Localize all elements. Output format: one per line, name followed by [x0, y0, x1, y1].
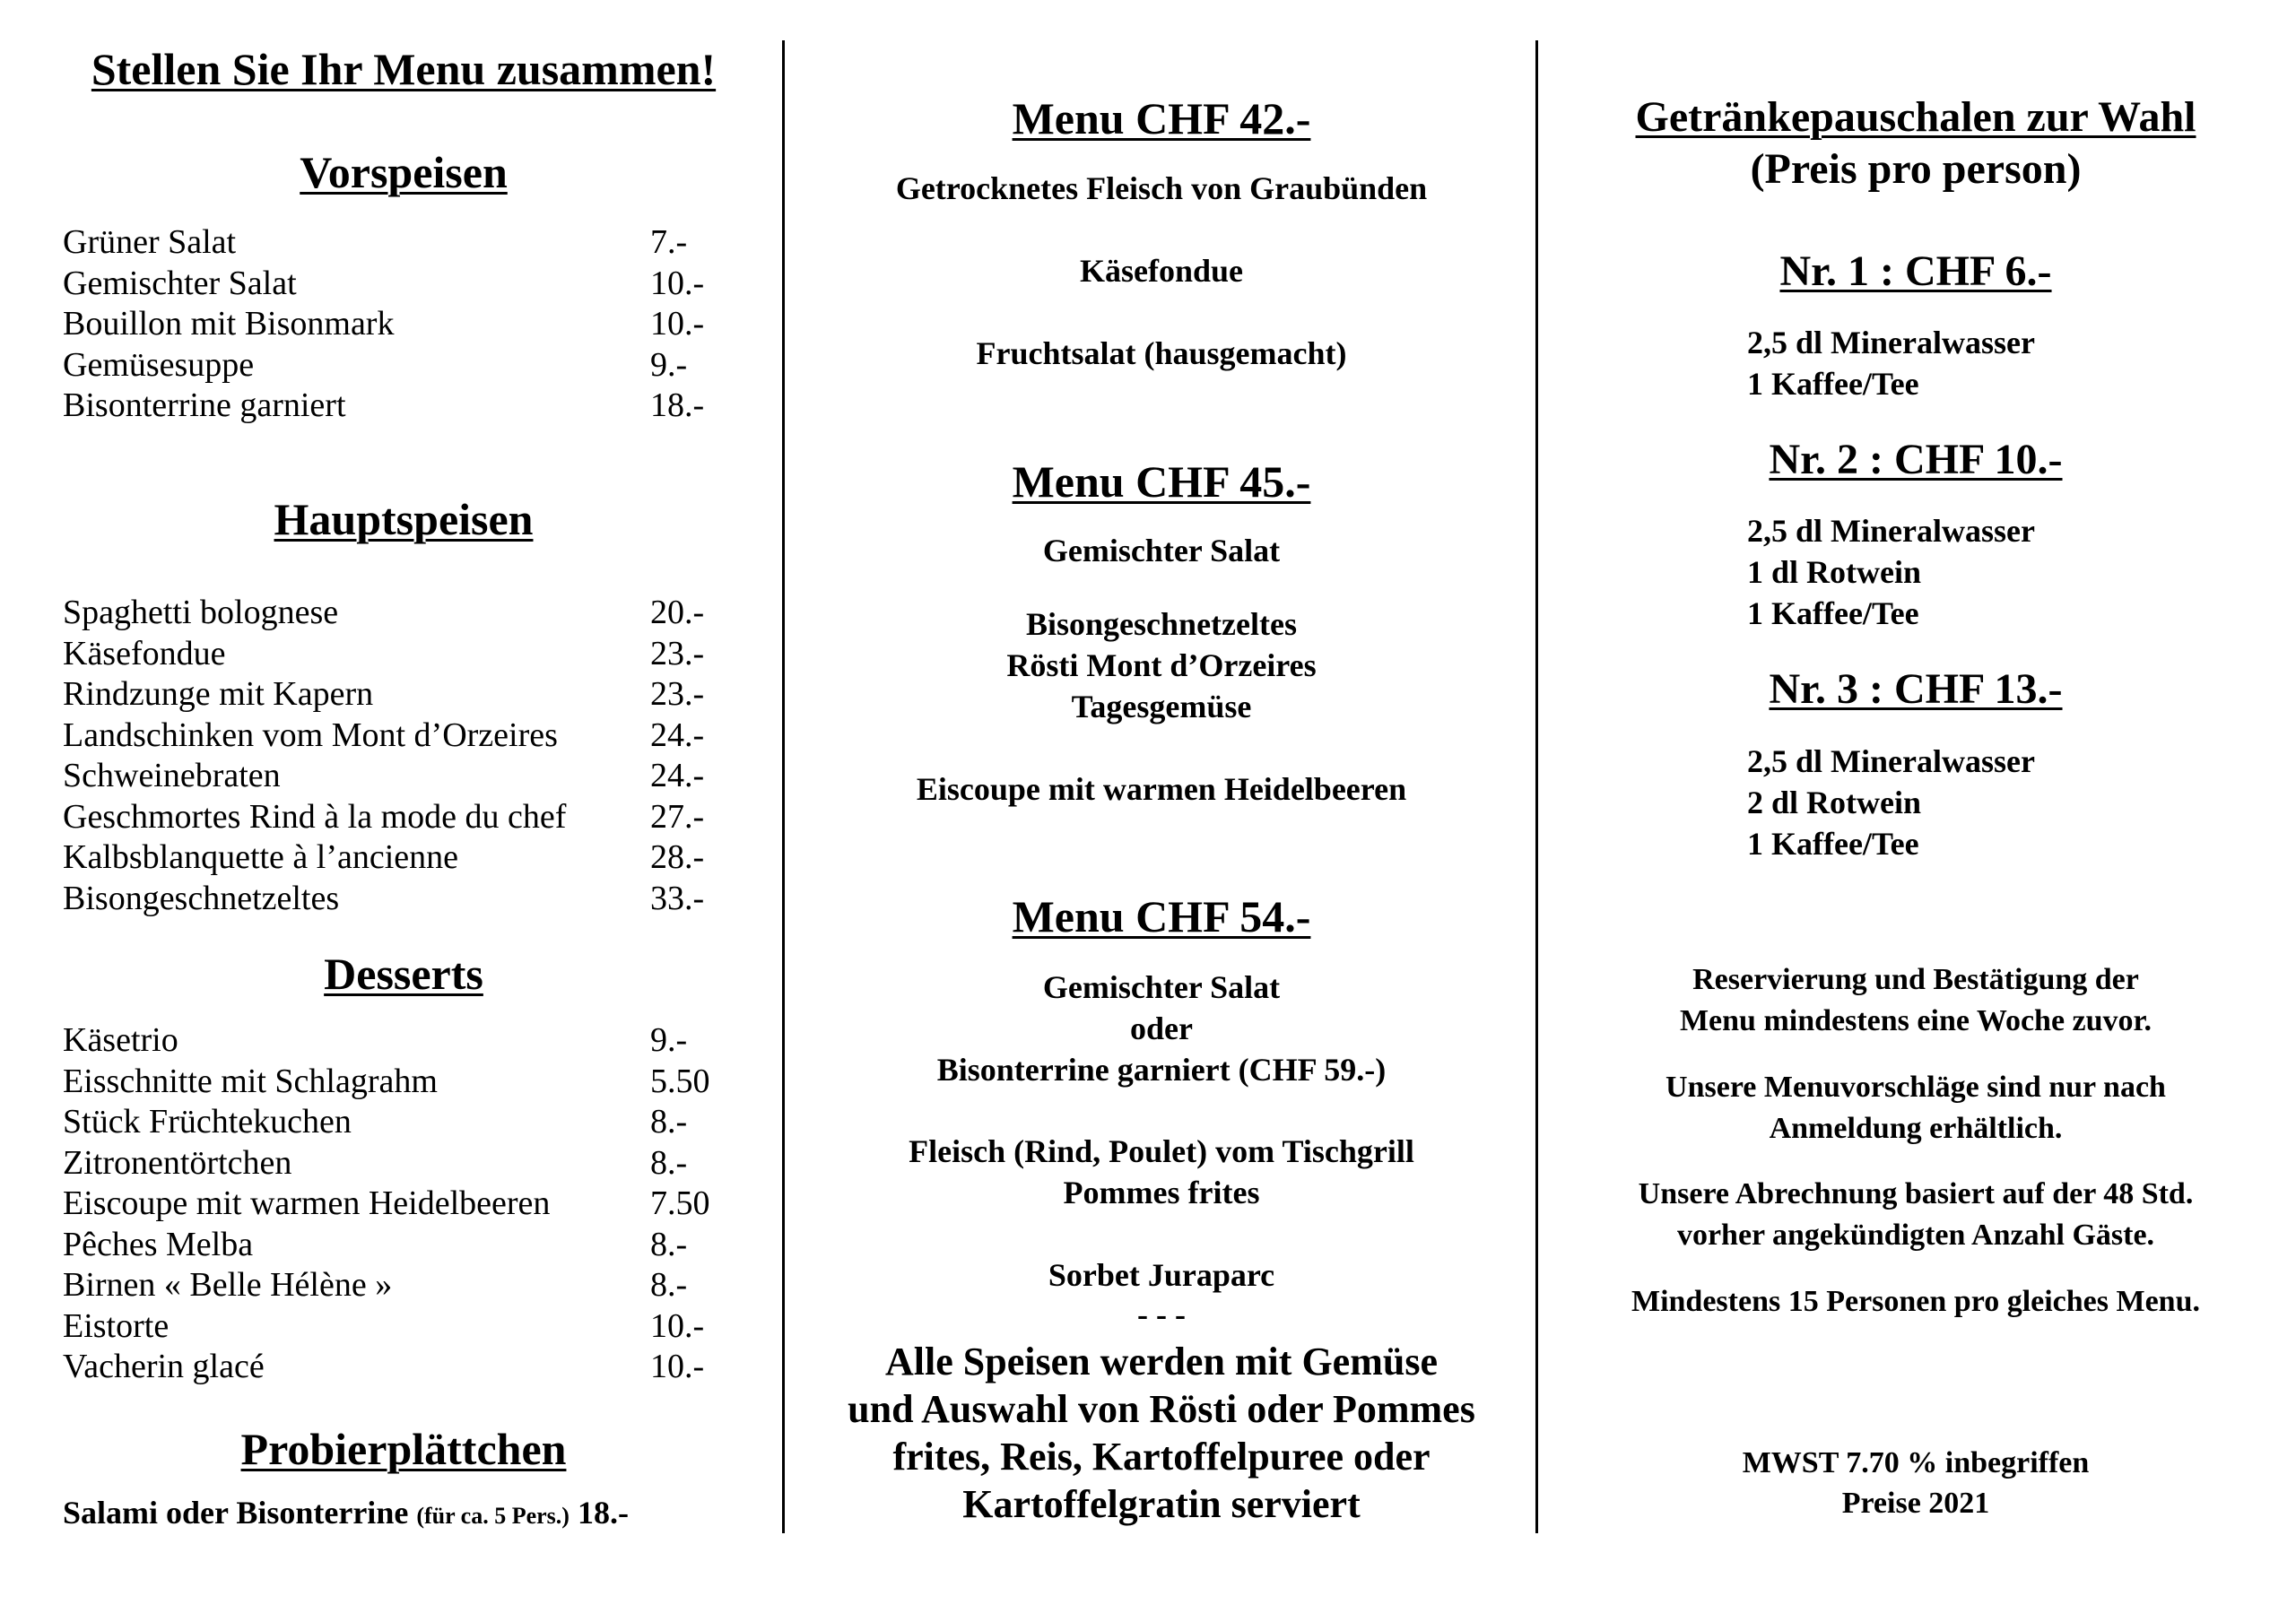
- menu-42-heading: Menu CHF 42.-: [1012, 93, 1311, 143]
- note-reservation-line-2: Menu mindestens eine Woche zuvor.: [1679, 1004, 2152, 1037]
- side-dish-note-line-3: frites, Reis, Kartoffelpuree oder: [892, 1435, 1431, 1479]
- menu-item-name: Eiscoupe mit warmen Heidelbeeren: [63, 1184, 551, 1222]
- menu-42-course-2: Käsefondue: [1079, 253, 1244, 289]
- menu-item-name: Schweinebraten: [63, 757, 281, 794]
- note-minimum-persons: Mindestens 15 Personen pro gleiches Menu.: [1631, 1285, 2200, 1318]
- menu-item-price: 9.-: [650, 1021, 688, 1059]
- menu-item-name: Grüner Salat: [63, 223, 237, 261]
- column-divider-right: [1535, 40, 1538, 1533]
- menu-item-name: Gemischter Salat: [63, 264, 297, 302]
- menu-item-price: 8.-: [650, 1266, 688, 1304]
- note-billing-line-2: vorher angekündigten Anzahl Gäste.: [1676, 1219, 2155, 1252]
- note-registration-line-2: Anmeldung erhältlich.: [1769, 1112, 2063, 1145]
- menu-item-name: Käsetrio: [63, 1021, 178, 1059]
- menu-item-price: 10.-: [650, 1306, 705, 1345]
- menu-54-course-2-line-1: Fleisch (Rind, Poulet) vom Tischgrill: [909, 1133, 1414, 1169]
- menu-54-course-1-line-3: Bisonterrine garniert (CHF 59.-): [936, 1052, 1387, 1088]
- tasting-plate-price: 18.-: [577, 1495, 629, 1531]
- drink-package-1-item-2: 1 Kaffee/Tee: [1747, 366, 1919, 402]
- drink-package-3-heading: Nr. 3 : CHF 13.-: [1769, 665, 2063, 713]
- menu-item-price: 7.-: [650, 223, 688, 261]
- drink-package-3-item-1: 2,5 dl Mineralwasser: [1747, 743, 2035, 779]
- page-title: Stellen Sie Ihr Menu zusammen!: [91, 44, 717, 94]
- menu-item-name: Geschmortes Rind à la mode du chef: [63, 797, 567, 836]
- section-heading-probierplaettchen: Probierplättchen: [240, 1424, 567, 1474]
- menu-item-name: Bouillon mit Bisonmark: [63, 305, 395, 343]
- menu-item-price: 8.-: [650, 1143, 688, 1182]
- menu-item-name: Landschinken vom Mont d’Orzeires: [63, 716, 558, 754]
- section-heading-hauptspeisen: Hauptspeisen: [274, 494, 534, 544]
- menu-item-price: 33.-: [650, 879, 705, 917]
- menu-45-course-2-line-1: Bisongeschnetzeltes: [1026, 606, 1297, 642]
- menu-item-price: 27.-: [650, 797, 705, 836]
- menu-item-name: Spaghetti bolognese: [63, 594, 339, 631]
- menu-item-name: Bisongeschnetzeltes: [63, 879, 340, 917]
- menu-item-price: 23.-: [650, 634, 705, 672]
- menu-item-price: 20.-: [650, 594, 705, 631]
- menu-item-price: 9.-: [650, 345, 688, 384]
- menu-item-name: Gemüsesuppe: [63, 345, 255, 384]
- menu-45-course-1: Gemischter Salat: [1042, 533, 1281, 568]
- menu-item-name: Kalbsblanquette à l’ancienne: [63, 838, 459, 876]
- drinks-subtitle: (Preis pro person): [1750, 145, 2082, 193]
- vat-note: MWST 7.70 % inbegriffen: [1742, 1446, 2090, 1479]
- drink-package-2-item-3: 1 Kaffee/Tee: [1747, 595, 1919, 631]
- menu-item-price: 10.-: [650, 1348, 705, 1385]
- tasting-plate-text: Salami oder Bisonterrine: [63, 1495, 409, 1531]
- menu-item-price: 7.50: [650, 1184, 710, 1222]
- section-heading-vorspeisen: Vorspeisen: [300, 147, 508, 197]
- menu-54-course-1-line-2: oder: [1130, 1010, 1193, 1046]
- menu-item-name: Käsefondue: [63, 634, 226, 672]
- menu-item-name: Vacherin glacé: [63, 1348, 265, 1385]
- side-dish-note-line-1: Alle Speisen werden mit Gemüse: [885, 1340, 1438, 1383]
- drink-package-3-item-3: 1 Kaffee/Tee: [1747, 826, 1919, 862]
- menu-item-price: 23.-: [650, 675, 705, 713]
- menu-item-price: 8.-: [650, 1103, 688, 1141]
- menu-item-price: 24.-: [650, 716, 705, 754]
- drink-package-1-heading: Nr. 1 : CHF 6.-: [1779, 247, 2052, 295]
- menu-item-price: 18.-: [650, 386, 705, 424]
- menu-item-name: Rindzunge mit Kapern: [63, 675, 374, 713]
- menu-54-course-1-line-1: Gemischter Salat: [1042, 969, 1281, 1005]
- menu-item-name: Pêches Melba: [63, 1225, 254, 1263]
- note-registration-line-1: Unsere Menuvorschläge sind nur nach: [1665, 1071, 2166, 1104]
- note-reservation-line-1: Reservierung und Bestätigung der: [1692, 963, 2139, 996]
- menu-item-price: 24.-: [650, 757, 705, 794]
- section-heading-desserts: Desserts: [324, 949, 483, 999]
- side-dish-note-line-4: Kartoffelgratin serviert: [962, 1482, 1361, 1526]
- column-divider-left: [782, 40, 785, 1533]
- menu-45-course-3: Eiscoupe mit warmen Heidelbeeren: [916, 771, 1407, 807]
- menu-54-separator: - - -: [1137, 1297, 1186, 1332]
- drinks-title: Getränkepauschalen zur Wahl: [1635, 93, 2196, 141]
- menu-42-course-3: Fruchtsalat (hausgemacht): [976, 335, 1347, 371]
- menu-item-price: 8.-: [650, 1225, 688, 1263]
- menu-54-course-2-line-2: Pommes frites: [1063, 1175, 1260, 1210]
- menu-item-price: 5.50: [650, 1062, 710, 1100]
- prices-year: Preise 2021: [1841, 1487, 1990, 1520]
- drink-package-2-item-1: 2,5 dl Mineralwasser: [1747, 513, 2035, 549]
- menu-item-name: Zitronentörtchen: [63, 1143, 292, 1182]
- menu-item-name: Eistorte: [63, 1306, 170, 1345]
- menu-45-course-2-line-3: Tagesgemüse: [1071, 689, 1252, 724]
- note-billing-line-1: Unsere Abrechnung basiert auf der 48 Std.: [1638, 1177, 2194, 1210]
- menu-item-name: Bisonterrine garniert: [63, 386, 346, 424]
- menu-item-price: 10.-: [650, 305, 705, 343]
- menu-45-course-2-line-2: Rösti Mont d’Orzeires: [1006, 647, 1317, 683]
- menu-45-heading: Menu CHF 45.-: [1012, 456, 1311, 507]
- menu-item-price: 10.-: [650, 264, 705, 302]
- menu-item-name: Birnen « Belle Hélène »: [63, 1266, 393, 1304]
- menu-item-name: Eisschnitte mit Schlagrahm: [63, 1062, 438, 1100]
- menu-42-course-1: Getrocknetes Fleisch von Graubünden: [895, 170, 1428, 206]
- menu-54-course-3: Sorbet Juraparc: [1048, 1257, 1275, 1293]
- drink-package-2-item-2: 1 dl Rotwein: [1747, 554, 1922, 590]
- menu-54-heading: Menu CHF 54.-: [1012, 891, 1311, 941]
- tasting-plate-line: [63, 1494, 629, 1531]
- drink-package-2-heading: Nr. 2 : CHF 10.-: [1769, 436, 2063, 483]
- drink-package-1-item-1: 2,5 dl Mineralwasser: [1747, 325, 2035, 360]
- drink-package-3-item-2: 2 dl Rotwein: [1747, 785, 1922, 820]
- side-dish-note-line-2: und Auswahl von Rösti oder Pommes: [848, 1387, 1475, 1431]
- menu-item-name: Stück Früchtekuchen: [63, 1103, 352, 1141]
- tasting-plate-note: (für ca. 5 Pers.): [416, 1503, 570, 1529]
- menu-item-price: 28.-: [650, 838, 705, 876]
